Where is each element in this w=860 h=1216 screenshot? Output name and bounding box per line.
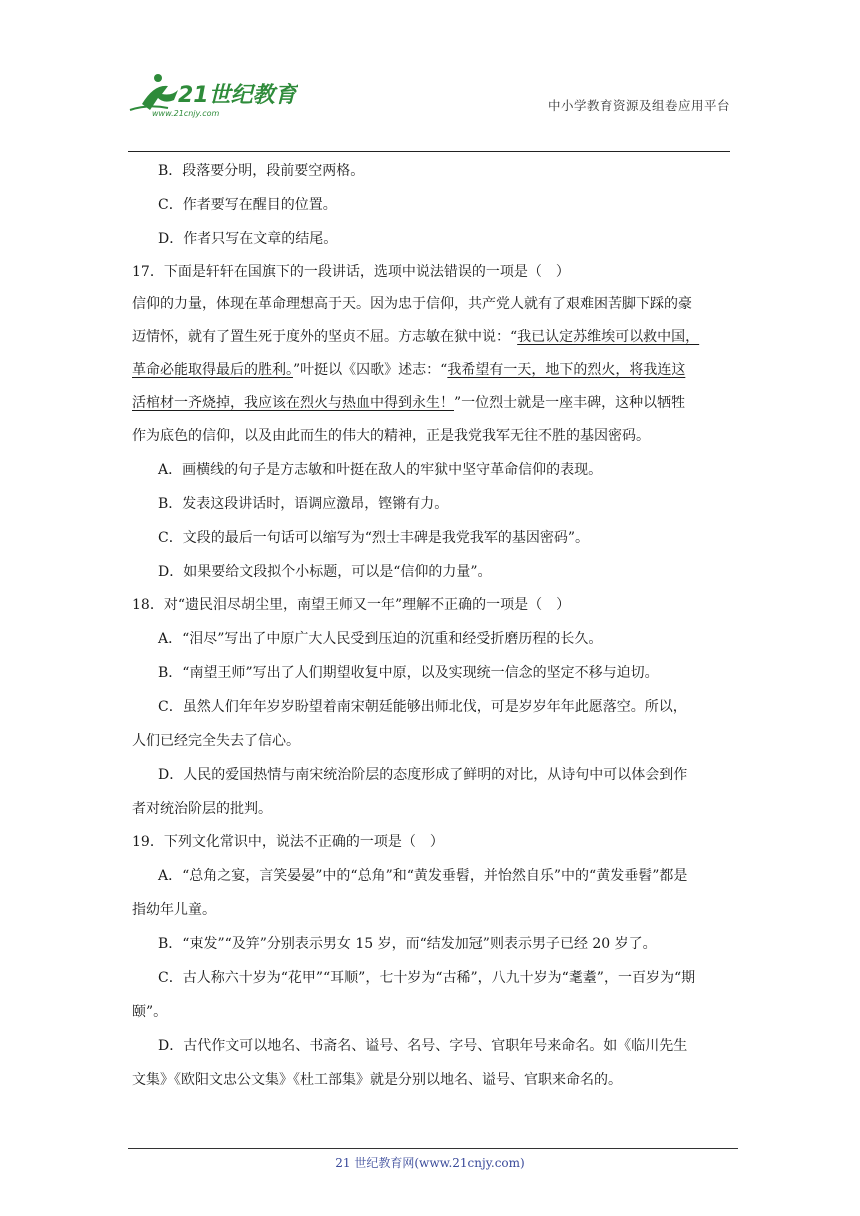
- q17-stem: 17．下面是轩轩在国旗下的一段讲话，选项中说法错误的一项是（ ）: [132, 264, 570, 280]
- underlined-sentence: 活棺材一齐烧掉，我应该在烈火与热血中得到永生！: [132, 395, 454, 411]
- underlined-sentence: 我希望有一天，地下的烈火，将我连这: [447, 362, 686, 378]
- q19-option-a-cont: 指幼年儿童。: [132, 902, 216, 918]
- q19-stem: 19．下列文化常识中，说法不正确的一项是（ ）: [132, 834, 444, 850]
- q18-option-b: B．“南望王师”写出了人们期望收复中原，以及实现统一信念的坚定不移与迫切。: [158, 665, 659, 681]
- q17-passage-line: 作为底色的信仰，以及由此而生的伟大的精神，正是我党我军无往不胜的基因密码。: [132, 428, 650, 444]
- q16-option-b: B．段落要分明，段前要空两格。: [158, 163, 365, 179]
- q18-option-a: A．“泪尽”写出了中原广大人民受到压迫的沉重和经受折磨历程的长久。: [158, 631, 603, 647]
- q17-option-a: A．画横线的句子是方志敏和叶挺在敌人的牢狱中坚守革命信仰的表现。: [158, 462, 603, 478]
- q17-passage-line: 革命必能取得最后的胜利。”叶挺以《囚歌》述志：“我希望有一天，地下的烈火，将我连这: [132, 362, 686, 378]
- q18-stem: 18．对“遗民泪尽胡尘里，南望王师又一年”理解不正确的一项是（ ）: [132, 597, 571, 613]
- q19-option-b: B．“束发”“及笄”分别表示男女 15 岁，而“结发加冠”则表示男子已经 20 岁了。: [158, 936, 657, 952]
- q17-passage-line: 信仰的力量，体现在革命理想高于天。因为忠于信仰，共产党人就有了艰难困苦脚下踩的豪: [132, 296, 692, 312]
- footer-link[interactable]: 21 世纪教育网(www.21cnjy.com): [335, 1156, 525, 1170]
- q18-option-c: C．虽然人们年年岁岁盼望着南宋朝廷能够出师北伐，可是岁岁年年此愿落空。所以，: [158, 699, 687, 715]
- logo-21cnjy: [128, 70, 298, 120]
- q17-passage-line: 迈情怀，就有了置生死于度外的坚贞不屈。方志敏在狱中说：“我已认定苏维埃可以救中国，: [132, 329, 700, 345]
- underlined-sentence: 革命必能取得最后的胜利。: [132, 362, 293, 378]
- footer-divider: [128, 1148, 738, 1149]
- q16-option-c: C．作者要写在醒目的位置。: [158, 197, 337, 213]
- q18-option-c-cont: 人们已经完全失去了信心。: [132, 733, 300, 749]
- q16-option-d: D．作者只写在文章的结尾。: [158, 231, 338, 247]
- q18-option-d-cont: 者对统治阶层的批判。: [132, 801, 272, 817]
- underlined-sentence: 我已认定苏维埃可以救中国，: [517, 329, 700, 345]
- q17-option-d: D．如果要给文段拟个小标题，可以是“信仰的力量”。: [158, 564, 492, 580]
- page-header: [128, 62, 730, 152]
- svg-text:21世纪教育: 21世纪教育: [178, 83, 297, 108]
- header-divider: [128, 151, 730, 152]
- q19-option-a: A．“总角之宴，言笑晏晏”中的“总角”和“黄发垂髫，并怡然自乐”中的“黄发垂髫”都是: [158, 868, 688, 884]
- platform-name: 中小学教育资源及组卷应用平台: [547, 98, 730, 113]
- q18-option-d: D．人民的爱国热情与南宋统治阶层的态度形成了鲜明的对比，从诗句中可以体会到作: [158, 767, 688, 783]
- q19-option-d: D．古代作文可以地名、书斋名、谥号、名号、字号、官职年号来命名。如《临川先生: [158, 1038, 688, 1054]
- q19-option-c-cont: 颐”。: [132, 1004, 168, 1020]
- svg-text:www.21cnjy.com: www.21cnjy.com: [152, 109, 220, 118]
- q17-option-c: C．文段的最后一句话可以缩写为“烈士丰碑是我党我军的基因密码”。: [158, 530, 590, 546]
- q19-option-c: C．古人称六十岁为“花甲”“耳顺”，七十岁为“古稀”，八九十岁为“耄耋”，一百岁为“期: [158, 970, 696, 986]
- q17-passage-line: 活棺材一齐烧掉，我应该在烈火与热血中得到永生！”一位烈士就是一座丰碑，这种以牺牲: [132, 395, 686, 411]
- q19-option-d-cont: 文集》《欧阳文忠公文集》《杜工部集》就是分别以地名、谥号、官职来命名的。: [132, 1072, 622, 1088]
- q17-option-b: B．发表这段讲话时，语调应激昂，铿锵有力。: [158, 496, 449, 512]
